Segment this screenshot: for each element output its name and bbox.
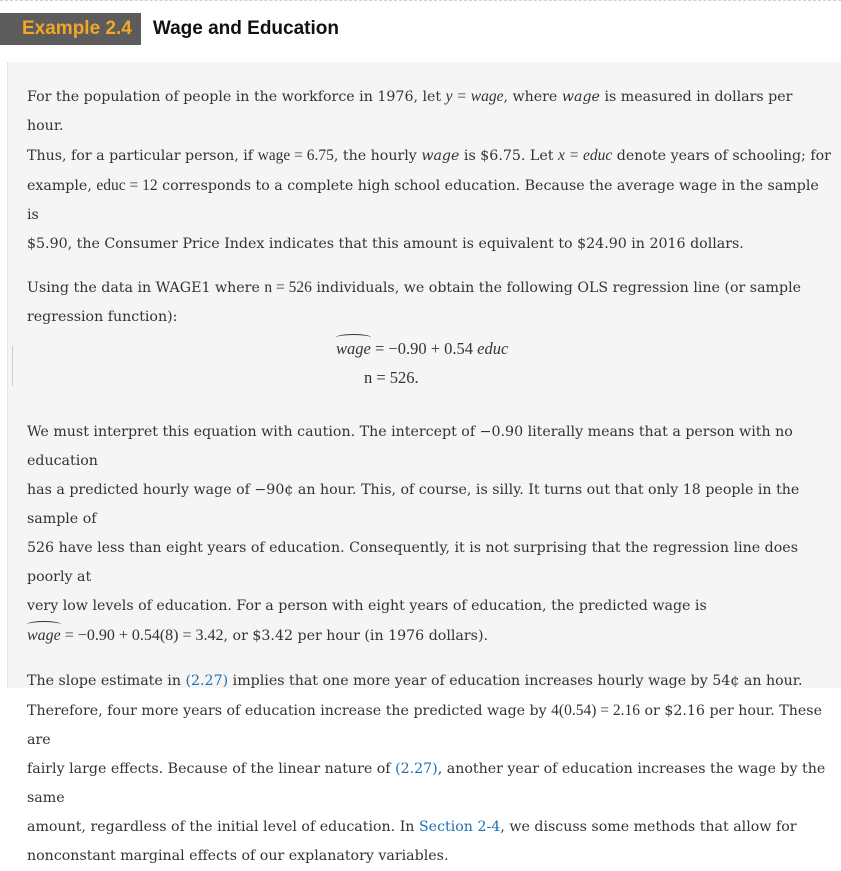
paragraph-data: Using the data in WAGE1 where n = 526 individuals, we obtain the following OLS regression line (or sample regression function): xyxy=(27,279,802,325)
side-tab-handle xyxy=(8,346,13,386)
top-divider xyxy=(0,0,841,1)
paragraph-intro: For the population of people in the workforce in 1976, let y = wage, where wage is measured in dollars per hour. Thus, for a particular person, if wage = 6.75, the hourly wage is $6.75. Let x = educ denote years of schooling; for example, educ = 12 corresponds to a complete high school education. Because the average wage in the sample is $5.90, the Consumer Price Index indicates that this amount is equivalent to $24.90 in 2016 dollars. xyxy=(27,88,831,252)
ref-link-2-27-second[interactable]: (2.27) xyxy=(395,761,438,777)
equation-line-1: wage = −0.90 + 0.54 educ xyxy=(336,334,508,363)
math-x-educ: x = educ xyxy=(557,147,613,164)
example-header xyxy=(0,13,339,45)
wage-hat-symbol: wage xyxy=(336,334,371,363)
example-badge: Example 2.4 xyxy=(0,13,141,45)
ref-link-2-27[interactable]: (2.27) xyxy=(185,673,229,689)
example-content xyxy=(27,82,833,871)
paragraph-interpretation: We must interpret this equation with caution. The intercept of −0.90 literally means that a person with no education has a predicted hourly wage of −90¢ an hour. This, of course, is silly. It turns out that only 18 people in the sample of 526 have less than eight years of education. Consequently, it is not surprising that the regression line does poorly at very low levels of education. For a person with eight years of education, the predicted wage is wage = −0.90 + 0.54(8) = 3.42, or $3.42 per hour (in 1976 dollars). xyxy=(27,418,833,651)
paragraph-slope: The slope estimate in (2.27) implies that one more year of education increases hourly wage by 54¢ an hour. Therefore, four more years of education increase the predicted wage by 4(0.54) = 2.16 or $2.16 per hour. These are fairly large effects. Because of the linear nature of (2.27), another year of education increases the wage by the same amount, regardless of the initial level of education. In Section 2-4, we discuss some methods that allow for nonconstant marginal effects of our explanatory variables. xyxy=(27,673,826,864)
math-y-wage: y = wage xyxy=(445,88,504,105)
math-n-526: n = 526 xyxy=(264,279,312,296)
math-educ-12: educ = 12 xyxy=(96,177,158,194)
equation-line-2: n = 526. xyxy=(364,368,419,387)
ref-link-section-2-4[interactable]: Section 2-4 xyxy=(418,819,501,835)
math-four-years: 4(0.54) = 2.16 xyxy=(551,702,640,719)
wage-hat-symbol-inline: wage xyxy=(27,621,61,650)
example-title: Wage and Education xyxy=(152,18,339,39)
predicted-wage-equation: wage = −0.90 + 0.54(8) = 3.42 xyxy=(27,627,224,644)
regression-equation xyxy=(27,332,833,418)
math-wage-value: wage = 6.75 xyxy=(257,147,334,164)
